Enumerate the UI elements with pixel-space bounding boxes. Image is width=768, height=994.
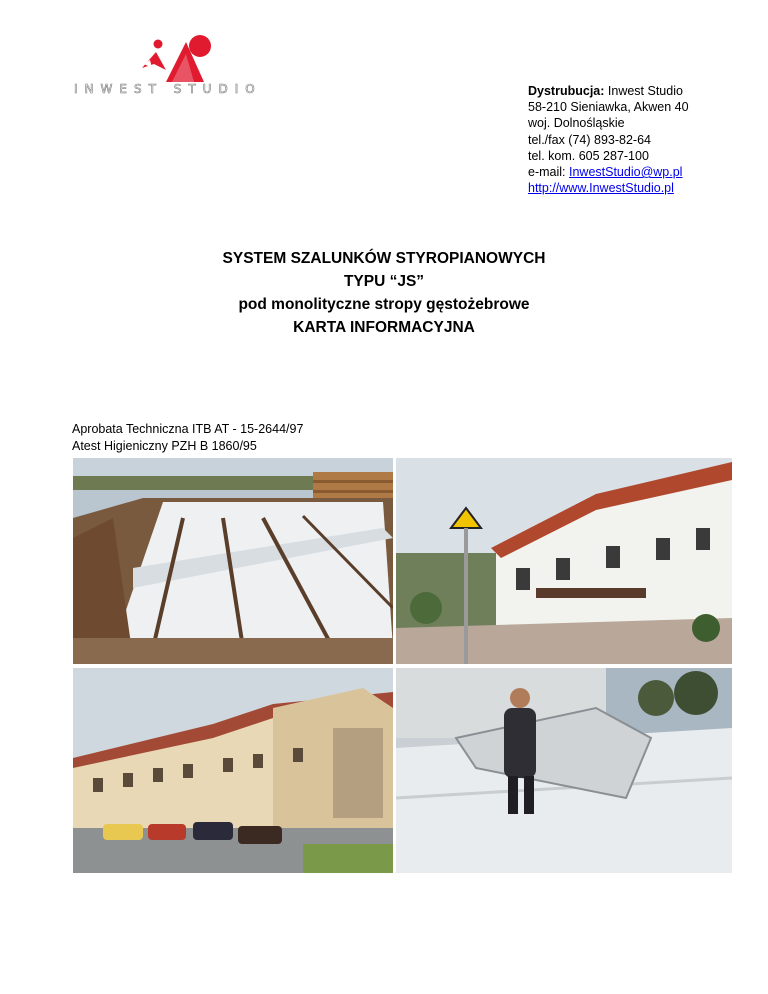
- website-link[interactable]: http://www.InwestStudio.pl: [528, 181, 674, 196]
- website-line: [528, 180, 689, 196]
- distribution-label: Dystrubucja:: [528, 84, 605, 98]
- phone-fax: tel./fax (74) 893-82-64: [528, 132, 651, 147]
- photo-terraced-houses: [396, 458, 732, 664]
- title-line-4: KARTA INFORMACYJNA: [293, 319, 475, 336]
- document-title: [0, 247, 768, 339]
- email-label: e-mail:: [528, 165, 566, 180]
- email-link[interactable]: InwestStudio@wp.pl: [569, 165, 683, 180]
- mobile-phone: tel. kom. 605 287-100: [528, 148, 649, 163]
- title-line-1: SYSTEM SZALUNKÓW STYROPIANOWYCH: [222, 250, 546, 267]
- region: woj. Dolnośląskie: [528, 116, 625, 131]
- company-name: Inwest Studio: [607, 84, 683, 98]
- photo-formwork-site: [73, 458, 393, 664]
- title-line-2: TYPU “JS”: [343, 273, 425, 290]
- title-line-3: pod monolityczne stropy gęstożebrowe: [238, 296, 530, 313]
- hygiene-certificate: Atest Higieniczny PZH B 1860/95: [72, 438, 257, 453]
- photo-apartment-blocks: [73, 668, 393, 873]
- photo-worker-formwork: [396, 668, 732, 873]
- address: 58-210 Sieniawka, Akwen 40: [528, 100, 689, 115]
- logo-wordmark: INWEST STUDIO: [74, 82, 262, 96]
- approvals: [72, 421, 303, 454]
- email-line: [528, 164, 689, 180]
- distribution-line: [528, 83, 689, 99]
- contact-block: [528, 83, 689, 196]
- technical-approval: Aprobata Techniczna ITB AT - 15-2644/97: [72, 422, 304, 436]
